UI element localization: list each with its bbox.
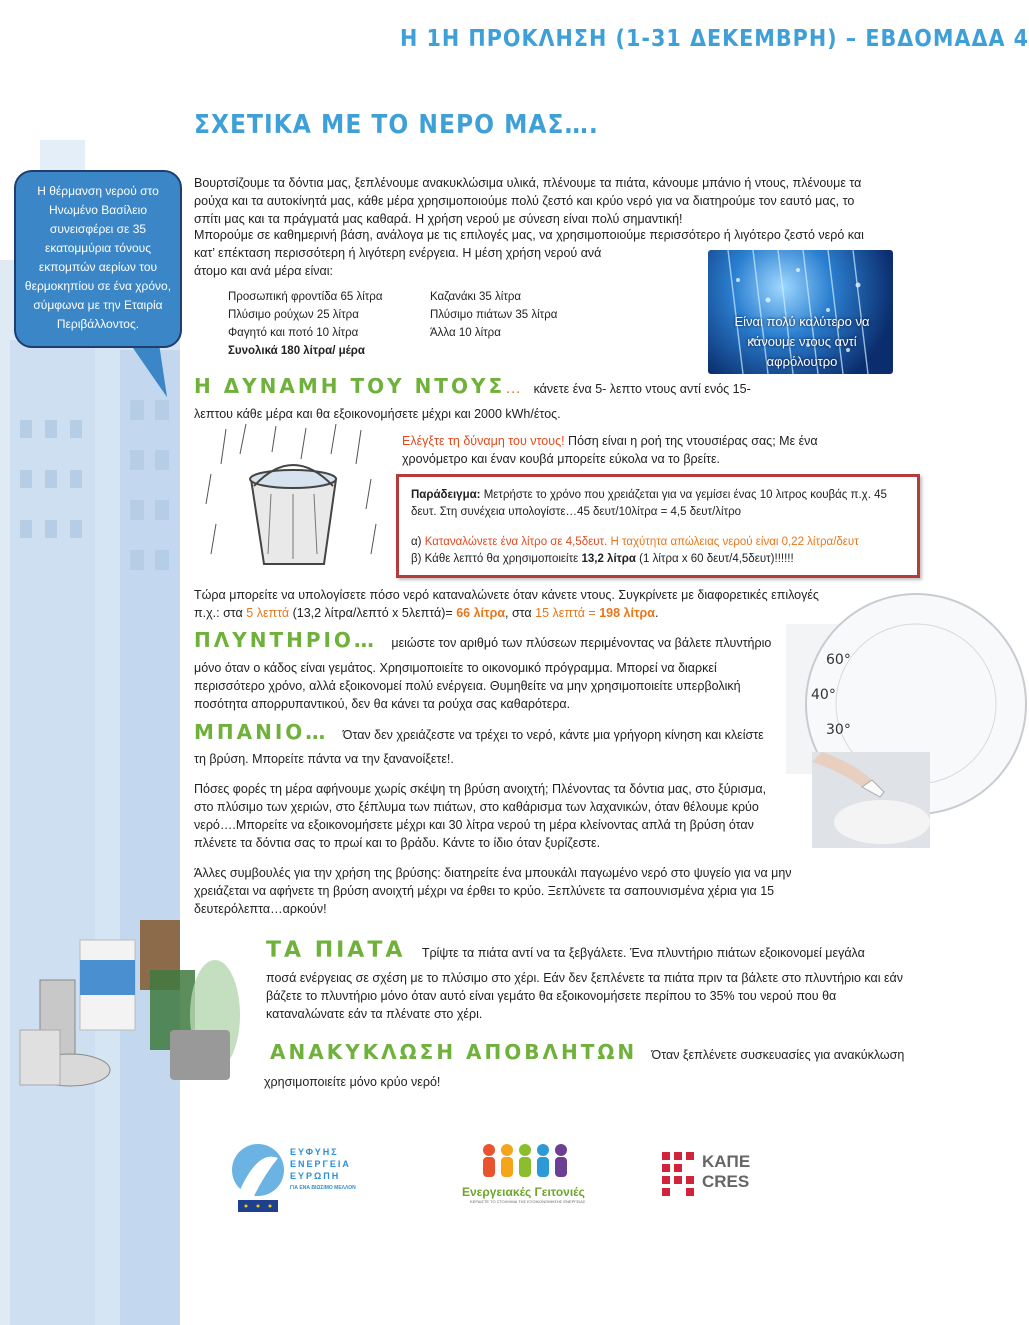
eu-smart-energy-logo: [228, 1140, 388, 1214]
image-caption: Είναι πολύ καλύτερο να κάνουμε ντους αντί αφρόλουτρο: [734, 314, 870, 369]
eu-logo-line-1: ΕΥΦΥΗΣ: [290, 1147, 339, 1157]
bucket-illustration: [196, 424, 386, 574]
page-header-title: Η 1Η ΠΡΟΚΛΗΣΗ (1-31 ΔΕΚΕΜΒΡΗ) – ΕΒΔΟΜΑΔΑ 4: [400, 26, 1029, 52]
fact-bubble-text: Η θέρμανση νερού στο Ηνωμένο Βασίλειο συνεισφέρει σε 35 εκατομμύρια τόνους εκπομπών αερίων του θερμοκηπίου σε ένα χρόνο, σύμφωνα με την Εταιρία Περιβάλλοντος.: [24, 184, 172, 331]
compare-l2e: , στα: [505, 606, 536, 620]
svg-text:40°: 40°: [811, 687, 836, 703]
eu-logo-text: [290, 1146, 356, 1194]
svg-text:60°: 60°: [826, 652, 851, 668]
example-text: Μετρήστε το χρόνο που χρειάζεται για να γεμίσει ένας 10 λιτρος κουβάς π.χ. 45 δευτ. Στη συνέχεια υπολογίστε…45 δευτ/10λίτρα = 4,5 δευτ/λίτρο: [411, 489, 887, 518]
shower-check-text: Πόση είναι η ροή της ντουσιέρας σας; Με ένα χρονόμετρο και έναν κουβά μπορείτε εύκολα να το βρείτε.: [402, 434, 818, 466]
intro-paragraph: Βουρτσίζουμε τα δόντια μας, ξεπλένουμε ανακυκλώσιμα υλικά, πλένουμε τα πιάτα, κάνουμε μπάνιο ή ντους, πλένουμε τα ρούχα και τα αυτοκίνητά μας, κάθε μέρα χρησιμοποιούμε πολύ ζεστό και κρύο νερό για να διατηρούμε τον εαυτό μας, το σπίτι μας και τα πράγματά μας καθαρά. Η χρήση νερού με σύνεση είναι πολύ σημαντική!: [194, 176, 862, 226]
usage-item: Πλύσιμο πιάτων 35 λίτρα: [430, 309, 558, 321]
compare-l2d: 66 λίτρα: [456, 606, 506, 620]
example-a-orange: Η ταχύτητα απώλειας νερού είναι 0,22 λίτρα/δευτ: [607, 536, 859, 548]
shower-check-highlight: Ελέγξτε τη δύναμη του ντους!: [402, 434, 565, 448]
bath-heading: ΜΠΑΝΙΟ…: [194, 720, 329, 744]
compare-l2b: 5 λεπτά: [246, 606, 290, 620]
energy-neighbours-logo: [462, 1140, 586, 1214]
kape-logo: [660, 1150, 760, 1210]
recycling-heading: ΑΝΑΚΥΚΛΩΣΗ ΑΠΟΒΛΗΤΩΝ: [270, 1040, 638, 1064]
usage-total: Συνολικά 180 λίτρα/ μέρα: [228, 345, 365, 357]
bath-text: Όταν δεν χρειάζεστε να τρέχει το νερό, κάντε μια γρήγορη κίνηση και κλείστε: [342, 728, 764, 742]
intro-paragraph-2-end: άτομο και ανά μέρα είναι:: [194, 264, 333, 278]
example-a-prefix: α): [411, 536, 425, 548]
shower-check-paragraph: [402, 432, 870, 468]
usage-item: Καζανάκι 35 λίτρα: [430, 291, 522, 303]
neighbours-name: Ενεργειακές Γειτονιές: [462, 1185, 585, 1199]
shower-text: κάνετε ένα 5- λεπτο ντους αντί ενός 15-: [533, 382, 751, 396]
eu-logo-small: ΓΙΑ ΕΝΑ ΒΙΩΣΙΜΟ ΜΕΛΛΟΝ: [290, 1185, 356, 1191]
recycling-heading-line: [270, 1040, 904, 1064]
compare-l2g: 198 λίτρα: [599, 606, 655, 620]
recyclables-image: [20, 920, 250, 1090]
recycling-text-2: χρησιμοποιείτε μόνο κρύο νερό!: [264, 1075, 441, 1089]
section-title: ΣΧΕΤΙΚΑ ΜΕ ΤΟ ΝΕΡΟ ΜΑΣ….: [194, 110, 599, 140]
washing-text: μειώστε τον αριθμό των πλύσεων περιμένοντας να βάλετε πλυντήριο: [391, 636, 772, 650]
fact-bubble: [14, 170, 182, 348]
example-line-1: [411, 487, 905, 521]
usage-list-right: [430, 288, 557, 342]
recycling-text: Όταν ξεπλένετε συσκευασίες για ανακύκλωση: [651, 1048, 905, 1062]
kape-text: [702, 1152, 750, 1192]
svg-text:30°: 30°: [826, 722, 851, 738]
example-b-bold: 13,2 λίτρα: [581, 553, 636, 565]
example-box: [396, 474, 920, 578]
shower-heading: Η ΔΥΝΑΜΗ ΤΟΥ ΝΤΟΥΣ: [194, 374, 506, 398]
dishes-heading: ΤΑ ΠΙΑΤΑ: [266, 938, 406, 963]
washing-heading: ΠΛΥΝΤΗΡΙΟ…: [194, 628, 377, 652]
dishes-paragraph: ποσά ενέργειας σε σχέση με το πλύσιμο στο χέρι. Εάν δεν ξεπλένετε τα πιάτα πριν τα βάλετε στο πλυντήριο και εάν βάζετε το πλυντήριο μόνο όταν αυτό είναι γεμάτο θα εξοικονομήσετε περίπου το 35% του νερού που θα καταναλώνατε εάν τα πλένατε στο χέρι.: [266, 971, 904, 1021]
eu-logo-line-2: ΕΝΕΡΓΕΙΑ: [290, 1159, 351, 1169]
washing-paragraph: μόνο όταν ο κάδος είναι γεμάτος. Χρησιμοποιείτε το οικονομικό πρόγραμμα. Μπορεί να διαρκεί περισσότερο χρόνο, αλλά εξοικονομεί πολύ ενέργεια. Θυμηθείτε να μην χρησιμοποιείτε υπερβολική ποσότητα απορρυπαντικού, δεν θα κάνει τα ρούχα σας καθαρότερα.: [194, 661, 741, 711]
shower-text-2: λεπτου κάθε μέρα και θα εξοικονομήσετε μέχρι και 2000 kWh/έτος.: [194, 407, 561, 421]
example-line-a: [411, 534, 905, 551]
kape-greek: ΚΑΠΕ: [702, 1152, 751, 1171]
example-a-red: Καταναλώνετε ένα λίτρο σε 4,5δευτ.: [424, 536, 608, 548]
tap-tips-paragraph: Άλλες συμβουλές για την χρήση της βρύσης: διατηρείτε ένα μπουκάλι παγωμένο νερό στο ψυγείο για να μην χρειάζεται να αφήνετε τη βρύση ανοιχτή μέχρι να έρθει το κρύο. Ξεπλύνετε τα σαπουνισμένα χέρια για 15 δευτερόλεπτα…αρκούν!: [194, 866, 792, 916]
example-line-b: [411, 551, 905, 568]
compare-line-1: Τώρα μπορείτε να υπολογίσετε πόσο νερό καταναλώνετε όταν κάνετε ντους. Συγκρίνετε με διαφορετικές επιλογές: [194, 588, 819, 602]
usage-item: Προσωπική φροντίδα 65 λίτρα: [228, 291, 383, 303]
eu-logo-graphic: [228, 1140, 288, 1214]
compare-l2h: .: [654, 606, 659, 620]
bath-heading-line: [194, 720, 764, 744]
washing-heading-line: [194, 628, 771, 652]
compare-l2f: 15 λεπτά =: [535, 606, 600, 620]
example-label: Παράδειγμα:: [411, 489, 481, 501]
dishes-heading-line: [266, 938, 865, 963]
kape-latin: CRES: [702, 1172, 750, 1191]
eu-logo-line-3: ΕΥΡΩΠΗ: [290, 1171, 341, 1181]
shower-heading-line: [194, 374, 751, 398]
usage-list-left: [228, 288, 383, 360]
dishes-text: Τρίψτε τα πιάτα αντί να τα ξεβγάλετε. Ένα πλυντήριο πιάτων εξοικονομεί μεγάλα: [421, 946, 865, 960]
intro-paragraph-2-text: Μπορούμε σε καθημερινή βάση, ανάλογα με τις επιλογές μας, να χρησιμοποιούμε περισσότερο ή λιγότερο ζεστό νερό και κατ’ επέκταση περισσότερη ή λιγότερη ενέργεια. Η μέση χρήση νερού ανά: [194, 228, 864, 260]
neighbours-people-graphic: [475, 1140, 575, 1180]
neighbours-tagline: ΚΕΡΔΙΣΤΕ ΤΟ ΣΤΟΙΧΗΜΑ ΤΗΣ ΕΞΟΙΚΟΝΟΜΗΣΗΣ ΕΝΕΡΓΕΙΑΣ: [470, 1199, 586, 1204]
compare-paragraph: [194, 586, 894, 622]
example-b-text-2: (1 λίτρα x 60 δευτ/4,5δευτ)!!!!!!: [635, 553, 794, 565]
tap-paragraph: Πόσες φορές τη μέρα αφήνουμε χωρίς σκέψη τη βρύση ανοιχτή; Πλένοντας τα δόντια μας, στο ξύρισμα, στο πλύσιμο των χεριών, στο ξέπλυμα των πιάτων, στο καθάρισμα των λαχανικών, όταν θέλουμε κρύο νερό….Μπορείτε να εξοικονομήσετε μέχρι και 30 λίτρα νερού τη μέρα κλείνοντας απλά τη βρύση όταν πλένετε τα δόντια σας το πρωί και το βράδυ. Κάντε το ίδιο όταν ξυρίζεστε.: [194, 782, 767, 850]
usage-item: Φαγητό και ποτό 10 λίτρα: [228, 327, 359, 339]
shower-heading-dots: …: [505, 380, 522, 397]
usage-item: Άλλα 10 λίτρα: [430, 327, 501, 339]
bath-text-2: τη βρύση. Μπορείτε πάντα να την ξανανοίξετε!.: [194, 752, 454, 766]
usage-item: Πλύσιμο ρούχων 25 λίτρα: [228, 309, 359, 321]
example-b-text: β) Κάθε λεπτό θα χρησιμοποιείτε: [411, 553, 582, 565]
compare-l2a: π.χ.: στα: [194, 606, 247, 620]
compare-l2c: (13,2 λίτρα/λεπτό x 5λεπτά)=: [289, 606, 457, 620]
water-drops-image: [708, 250, 893, 374]
detergent-image: [812, 752, 930, 848]
kape-logo-graphic: [660, 1150, 696, 1196]
